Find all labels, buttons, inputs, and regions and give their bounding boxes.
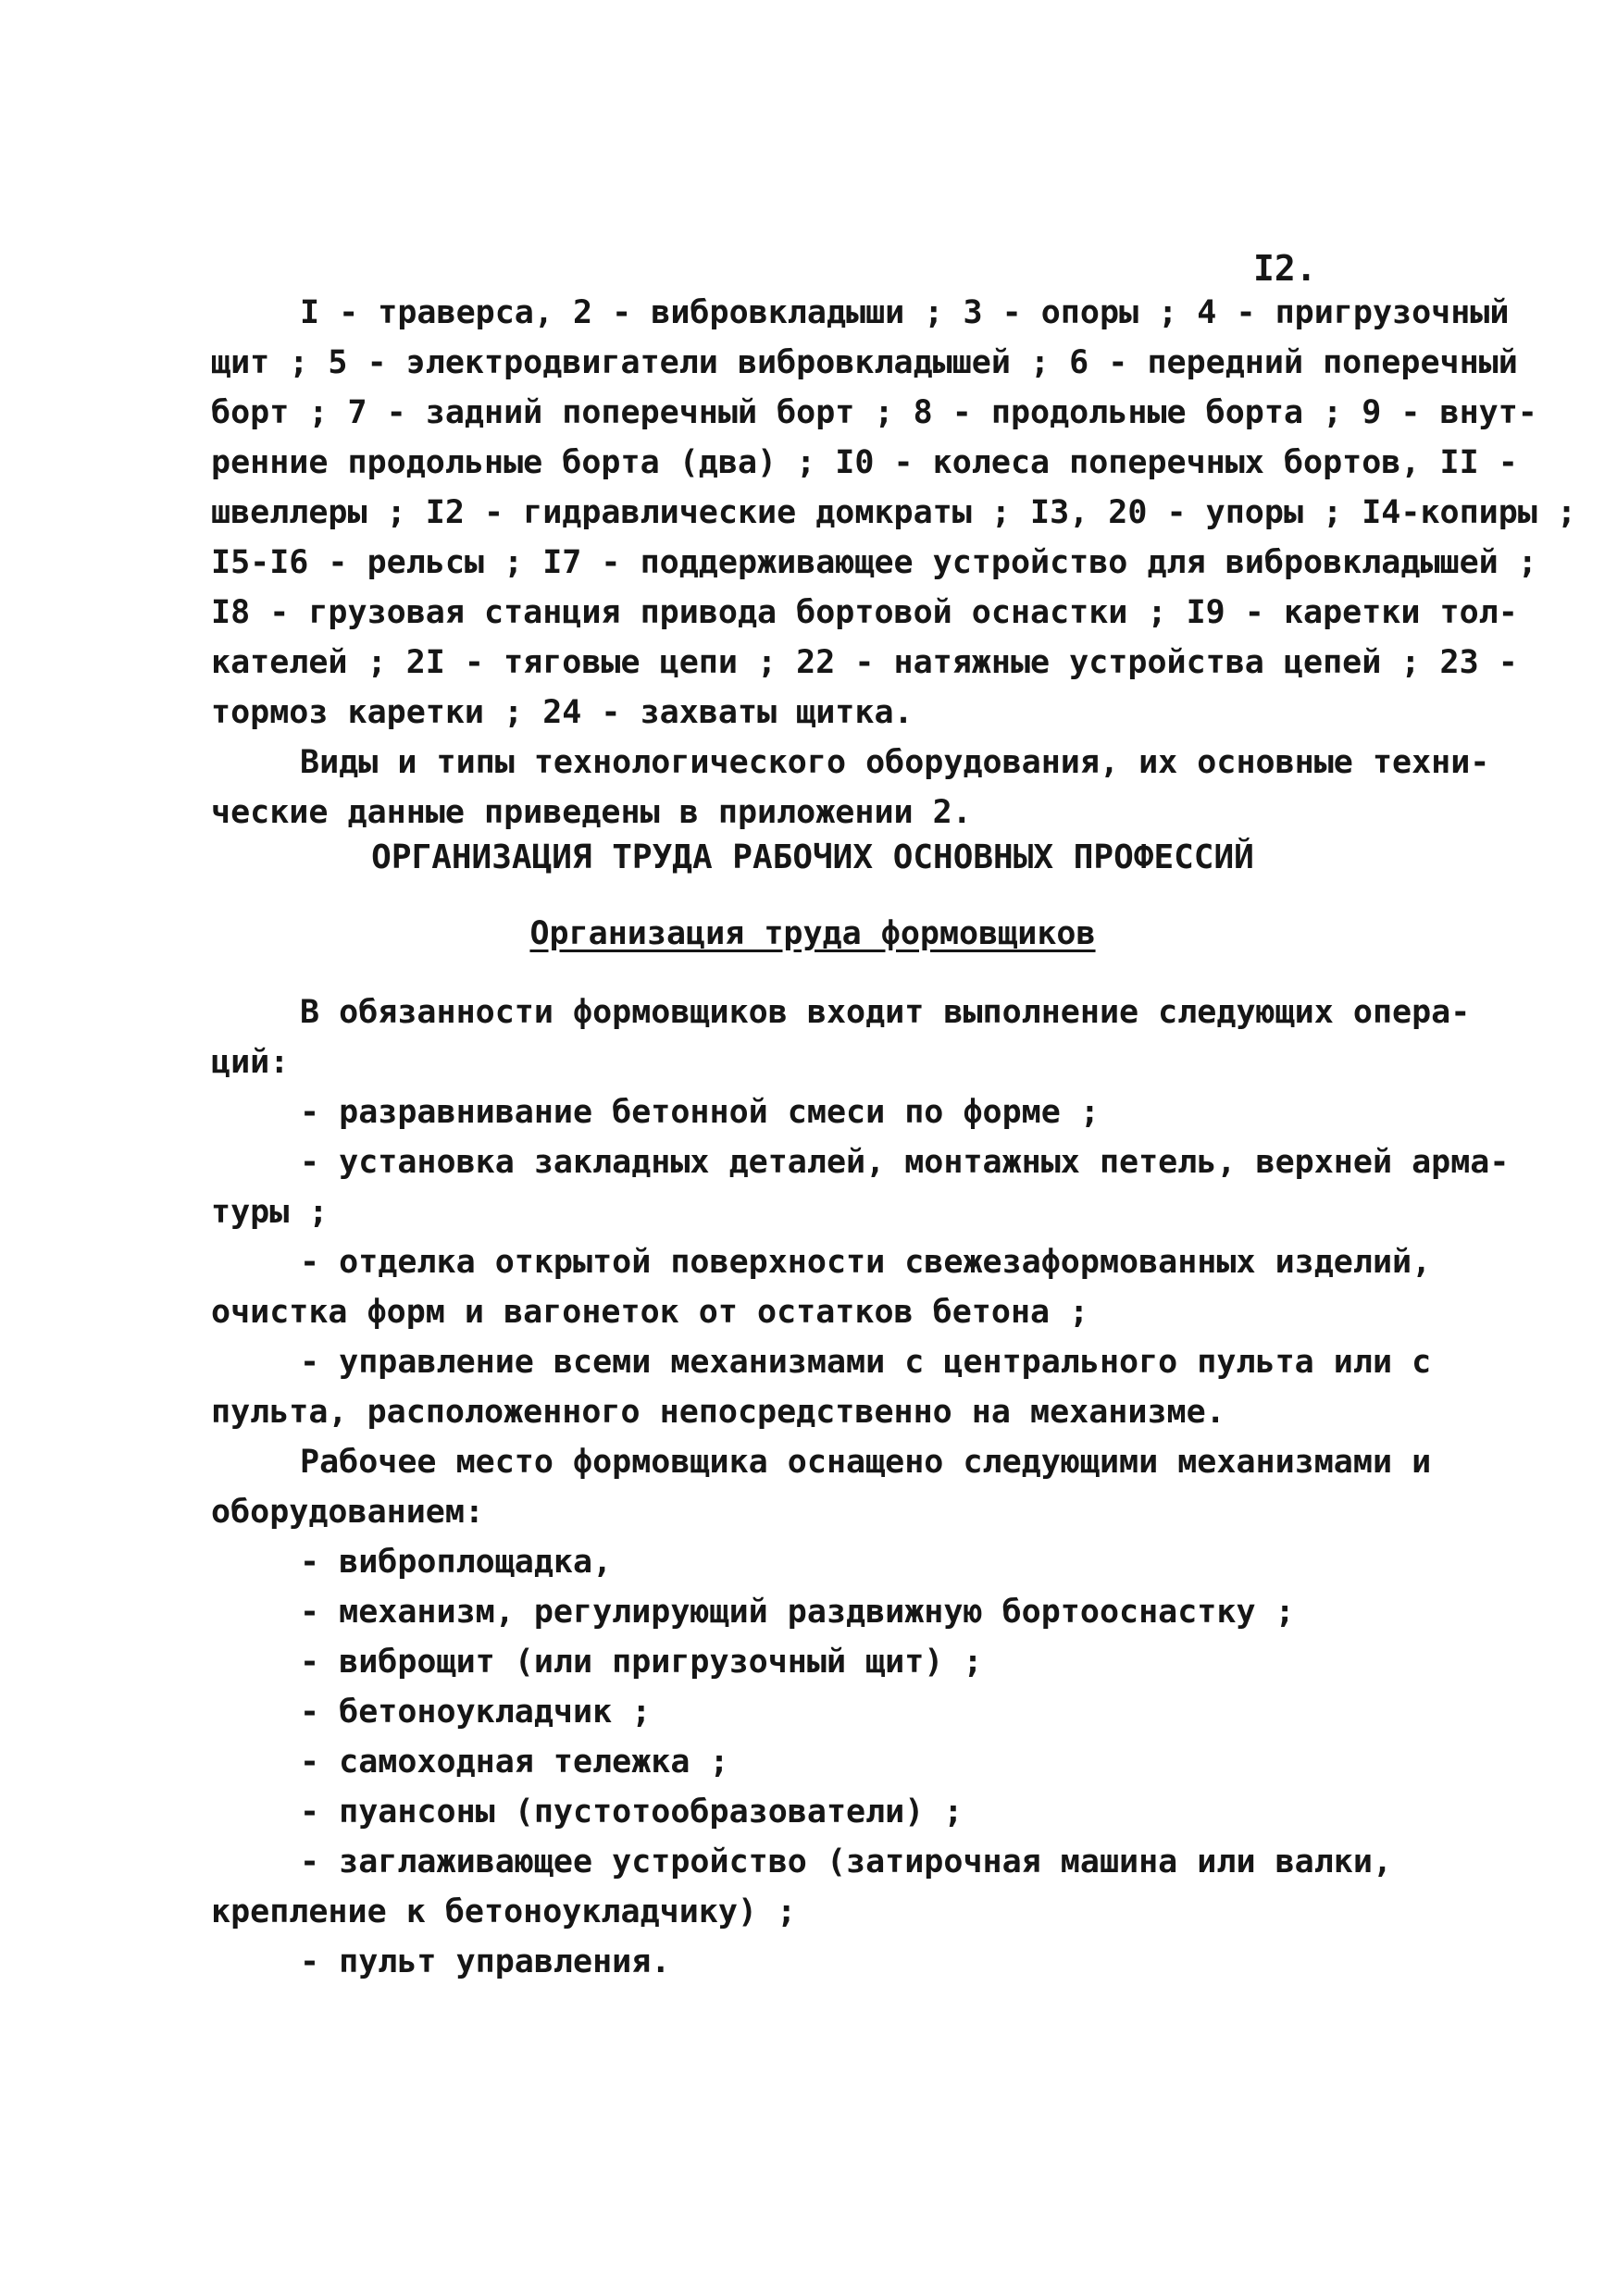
legend-line: I5-I6 - рельсы ; I7 - поддерживающее устройство для вибровкладышей ;	[211, 544, 1537, 581]
legend-line: кателей ; 2I - тяговые цепи ; 22 - натяжные устройства цепей ; 23 -	[211, 644, 1518, 681]
equipment-item: - механизм, регулирующий раздвижную бортооснастку ;	[300, 1594, 1295, 1631]
subsection-heading: Организация труда формовщиков	[529, 915, 1096, 952]
legend-line: борт ; 7 - задний поперечный борт ; 8 - продольные борта ; 9 - внут-	[211, 394, 1537, 431]
equipment-item: - пуансоны (пустотообразователи) ;	[300, 1793, 964, 1831]
workplace-intro-line: Рабочее место формовщика оснащено следующими механизмами и	[300, 1444, 1432, 1481]
duty-item: - разравнивание бетонной смеси по форме ;	[300, 1094, 1100, 1131]
legend-line: щит ; 5 - электродвигатели вибровкладышей ; 6 - передний поперечный	[211, 344, 1518, 381]
equipment-item: - бетоноукладчик ;	[300, 1694, 652, 1731]
equipment-item-continuation: крепление к бетоноукладчику) ;	[211, 1893, 797, 1930]
equipment-item: - пульт управления.	[300, 1943, 671, 1980]
duty-item-continuation: пульта, расположенного непосредственно на механизме.	[211, 1394, 1225, 1431]
duties-intro-line: В обязанности формовщиков входит выполнение следующих опера-	[300, 994, 1471, 1031]
subsection-heading-wrapper	[211, 909, 1414, 959]
section-heading: ОРГАНИЗАЦИЯ ТРУДА РАБОЧИХ ОСНОВНЫХ ПРОФЕССИЙ	[371, 838, 1254, 876]
equipment-reference-line: ческие данные приведены в приложении 2.	[211, 794, 972, 831]
legend-line: I - траверса, 2 - вибровкладыши ; 3 - опоры ; 4 - пригрузочный	[300, 294, 1510, 331]
duty-item-continuation: очистка форм и вагонеток от остатков бетона ;	[211, 1294, 1089, 1331]
legend-line: ренние продольные борта (два) ; I0 - колеса поперечных бортов, II -	[211, 444, 1518, 481]
figure-legend	[211, 288, 1577, 838]
legend-line: I8 - грузовая станция привода бортовой оснастки ; I9 - каретки тол-	[211, 594, 1518, 631]
equipment-item: - виброплощадка,	[300, 1544, 613, 1581]
workplace-intro-line: оборудованием:	[211, 1494, 485, 1531]
duty-item: - установка закладных деталей, монтажных петель, верхней арма-	[300, 1144, 1510, 1181]
legend-line: тормоз каретки ; 24 - захваты щитка.	[211, 694, 914, 731]
equipment-item: - виброщит (или пригрузочный щит) ;	[300, 1644, 983, 1681]
page-number: I2.	[1253, 248, 1317, 289]
legend-line: швеллеры ; I2 - гидравлические домкраты ; I3, 20 - упоры ; I4-копиры ;	[211, 494, 1577, 531]
equipment-item: - заглаживающее устройство (затирочная машина или валки,	[300, 1843, 1393, 1880]
equipment-item: - самоходная тележка ;	[300, 1744, 729, 1781]
duty-item: - отделка открытой поверхности свежезаформованных изделий,	[300, 1244, 1432, 1281]
duty-item-continuation: туры ;	[211, 1194, 329, 1231]
duties-intro-line: ций:	[211, 1044, 290, 1081]
duties-section	[211, 987, 1510, 1987]
duty-item: - управление всеми механизмами с центрального пульта или с	[300, 1344, 1432, 1381]
equipment-reference-line: Виды и типы технологического оборудования, их основные техни-	[300, 744, 1490, 781]
